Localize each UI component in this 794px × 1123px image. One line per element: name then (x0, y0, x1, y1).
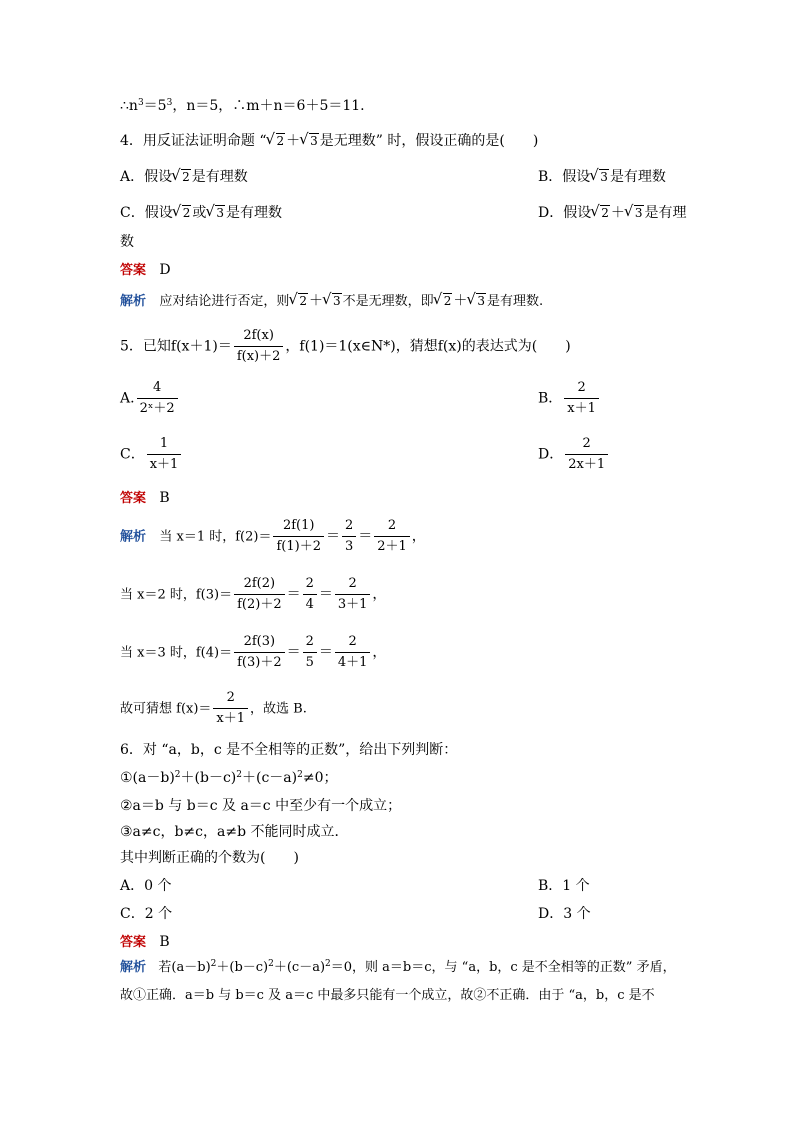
q5-answer (120, 488, 170, 509)
option-text: C．假设 (120, 205, 173, 221)
q6-judgement-3 (120, 822, 349, 842)
q5-option-a (120, 380, 180, 417)
fraction (147, 436, 182, 473)
denominator: 3 (342, 536, 356, 555)
option-text: C．2 个 (120, 906, 173, 922)
explanation-text: ＋(c－a) (273, 960, 326, 975)
question-text: 其中判断正确的个数为( ) (120, 850, 299, 866)
explanation-label: 解析 (120, 529, 147, 545)
sqrt-2 (172, 166, 191, 187)
radicand: 3 (216, 206, 224, 220)
option-text: D．3 个 (538, 906, 591, 922)
numerator: 2 (348, 576, 357, 591)
plus-sign: ＋ (453, 293, 468, 309)
denominator: x＋1 (147, 454, 182, 473)
q6-question (120, 848, 299, 868)
denominator: 3＋1 (335, 594, 371, 613)
q4-option-b (538, 166, 666, 187)
plus-sign: ＋ (286, 133, 301, 149)
fraction (234, 576, 285, 613)
answer-value: B (159, 934, 170, 950)
sqrt-3 (300, 130, 319, 151)
equals-sign: ＝ (318, 644, 333, 661)
punctuation: ， (411, 528, 426, 545)
judgement-text: ②a＝b 与 b＝c 及 a＝c 中至少有一个成立； (120, 798, 402, 814)
explanation-text: 不是无理数，即 (342, 294, 434, 309)
q5-conclusion (120, 690, 307, 727)
numerator: 2 (582, 436, 591, 451)
sqrt-3 (625, 202, 644, 223)
q4-option-d (538, 202, 687, 223)
equals-sign: ＝ (325, 528, 340, 545)
fraction (335, 576, 371, 613)
q6-option-c (120, 904, 172, 924)
q6-stem-text: 6．对 “a，b，c 是不全相等的正数”，给出下列判断： (120, 742, 458, 758)
option-text: 或 (192, 205, 207, 221)
numerator: 2 (577, 380, 586, 395)
radicand: 2 (182, 206, 191, 220)
radicand: 2 (443, 294, 452, 308)
fraction (565, 436, 608, 473)
q3-sup: 3 (166, 98, 173, 108)
explanation-text: 当 x＝3 时，f(4)＝ (120, 645, 233, 661)
fraction (137, 380, 178, 417)
q6-judgement-1 (120, 768, 338, 788)
denominator: f(x)＋2 (234, 346, 284, 365)
q6-option-d (538, 904, 591, 924)
numerator: 2 (305, 576, 314, 591)
q4-stem (120, 130, 538, 151)
sqrt-2 (591, 202, 610, 223)
numerator: 2 (305, 634, 314, 649)
equals-sign: ＝ (286, 586, 301, 603)
explanation-text: 应对结论进行否定，则 (159, 294, 290, 309)
judgement-text: ③a≠c，b≠c，a≠b 不能同时成立． (120, 824, 349, 840)
answer-label: 答案 (120, 263, 147, 278)
fraction (342, 518, 356, 555)
denominator: f(3)＋2 (234, 652, 285, 671)
q4-answer (120, 260, 171, 281)
numerator: 2f(2) (243, 576, 276, 591)
option-label: B． (538, 390, 563, 407)
option-text: 数 (120, 234, 134, 250)
q6-judgement-2 (120, 796, 401, 816)
sqrt-2 (267, 130, 286, 151)
superscript: 2 (268, 959, 274, 969)
numerator: 2 (226, 690, 235, 705)
q6-explanation-line-2 (120, 986, 655, 1006)
q6-option-b (538, 876, 590, 896)
radicand: 3 (310, 134, 318, 148)
option-text: 是有理数 (191, 169, 248, 185)
q3-text: ，n＝5，∴m＋n＝6＋5＝11. (172, 98, 365, 114)
explanation-text: ＝0，则 a＝b＝c，与 “a，b，c 是不全相等的正数” 矛盾， (330, 960, 676, 975)
q3-text: ＝5 (143, 98, 167, 114)
q6-option-a (120, 876, 171, 896)
sqrt-3 (206, 202, 225, 223)
explanation-text: ＋(b－c) (216, 960, 269, 975)
option-text: 是有理 (644, 205, 687, 221)
q4-explanation (120, 290, 543, 312)
fraction (335, 634, 371, 671)
answer-label: 答案 (120, 935, 147, 950)
sqrt-3 (323, 290, 342, 311)
explanation-text: 故①正确．a＝b 与 b＝c 及 a＝c 中最多只能有一个成立，故②不正确．由于 “a，b，c 是不 (120, 988, 655, 1003)
numerator: 2 (387, 518, 397, 533)
q5-option-b (538, 380, 601, 417)
numerator: 1 (159, 436, 169, 451)
option-text: A．0 个 (120, 878, 172, 894)
answer-value: D (159, 262, 171, 278)
equals-sign: ＝ (318, 586, 333, 603)
q4-stem-text: 是无理数” 时，假设正确的是( ) (319, 133, 539, 149)
q6-answer (120, 932, 170, 953)
q4-option-d-wrap (120, 232, 134, 252)
answer-label: 答案 (120, 491, 147, 506)
radicand: 3 (634, 206, 643, 220)
explanation-text: 当 x＝1 时，f(2)＝ (159, 529, 272, 545)
q6-stem (120, 740, 457, 760)
denominator: 4 (303, 594, 317, 613)
plus-sign: ＋ (610, 205, 625, 221)
numerator: 2f(x) (243, 328, 274, 343)
fraction (273, 518, 324, 555)
fraction (374, 518, 410, 555)
sqrt-3 (590, 166, 609, 187)
judgement-text: ＋(b－c) (180, 770, 237, 786)
option-text: B．假设 (538, 169, 591, 185)
q5-stem-text: 5．已知f(x＋1)＝ (120, 338, 232, 355)
sqrt-2 (173, 202, 192, 223)
q5-explanation-line-1 (120, 518, 426, 555)
superscript: 2 (174, 770, 181, 780)
explanation-text: 故可猜想 f(x)＝ (120, 701, 212, 717)
radicand: 2 (601, 206, 609, 220)
sqrt-2 (434, 290, 453, 311)
denominator: 2ˣ＋2 (137, 398, 178, 417)
q5-explanation-line-3 (120, 634, 386, 671)
radicand: 3 (600, 170, 608, 184)
equals-sign: ＝ (358, 528, 373, 545)
denominator: f(1)＋2 (273, 536, 324, 555)
numerator: 4 (152, 380, 162, 395)
denominator: 5 (303, 652, 317, 671)
q3-sup: 3 (137, 98, 144, 108)
judgement-text: ＋(c－a) (242, 770, 298, 786)
q3-text: ∴n (120, 98, 138, 114)
denominator: x＋1 (213, 708, 248, 727)
sqrt-2 (289, 290, 308, 311)
plus-sign: ＋ (309, 293, 324, 309)
denominator: x＋1 (564, 398, 599, 417)
radicand: 2 (299, 294, 308, 308)
q4-option-a (120, 166, 248, 187)
q4-option-c (120, 202, 282, 223)
denominator: 2x＋1 (565, 454, 608, 473)
judgement-text: ①(a－b) (120, 770, 175, 786)
radicand: 2 (276, 134, 285, 148)
fraction (213, 690, 248, 727)
punctuation: ， (372, 644, 387, 661)
explanation-text: 当 x＝2 时，f(3)＝ (120, 587, 233, 603)
fraction (234, 634, 285, 671)
judgement-text: ≠0； (302, 770, 338, 786)
answer-value: B (159, 490, 170, 506)
option-text: B．1 个 (538, 878, 590, 894)
radicand: 3 (333, 294, 341, 308)
q5-stem-text: ，f(1)＝1(x∈N*)，猜想f(x)的表达式为( ) (285, 338, 571, 355)
radicand: 2 (182, 170, 190, 184)
denominator: 4＋1 (335, 652, 371, 671)
radicand: 3 (477, 294, 485, 308)
option-label: C． (120, 446, 145, 463)
option-label: D． (538, 446, 564, 463)
superscript: 2 (236, 770, 242, 780)
superscript: 2 (210, 959, 217, 969)
option-text: A．假设 (120, 169, 173, 185)
q6-explanation-line-1 (120, 958, 676, 978)
numerator: 2 (348, 634, 357, 649)
denominator: 2＋1 (374, 536, 410, 555)
q4-stem-text: 4．用反证法证明命题 “ (120, 133, 267, 149)
fraction (303, 634, 317, 671)
option-text: 是有理数 (609, 169, 666, 185)
superscript: 2 (297, 770, 303, 780)
equals-sign: ＝ (286, 644, 301, 661)
q5-stem (120, 328, 571, 365)
q5-option-d (538, 436, 610, 473)
sqrt-3 (467, 290, 486, 311)
numerator: 2f(3) (243, 634, 276, 649)
q5-option-c (120, 436, 183, 473)
explanation-text: 若(a－b) (158, 960, 211, 975)
fraction (234, 328, 284, 365)
option-text: D．假设 (538, 205, 592, 221)
fraction (564, 380, 599, 417)
option-text: 是有理数 (226, 205, 282, 221)
punctuation: ， (372, 586, 387, 603)
superscript: 2 (325, 959, 331, 969)
q3-conclusion-line (120, 96, 365, 116)
numerator: 2f(1) (282, 518, 315, 533)
option-label: A. (120, 390, 135, 407)
explanation-label: 解析 (120, 960, 147, 975)
explanation-text: ，故选 B. (250, 701, 307, 717)
explanation-label: 解析 (120, 294, 147, 309)
fraction (303, 576, 317, 613)
numerator: 2 (344, 518, 354, 533)
explanation-text: 是有理数. (486, 294, 544, 309)
denominator: f(2)＋2 (234, 594, 285, 613)
q5-explanation-line-2 (120, 576, 386, 613)
